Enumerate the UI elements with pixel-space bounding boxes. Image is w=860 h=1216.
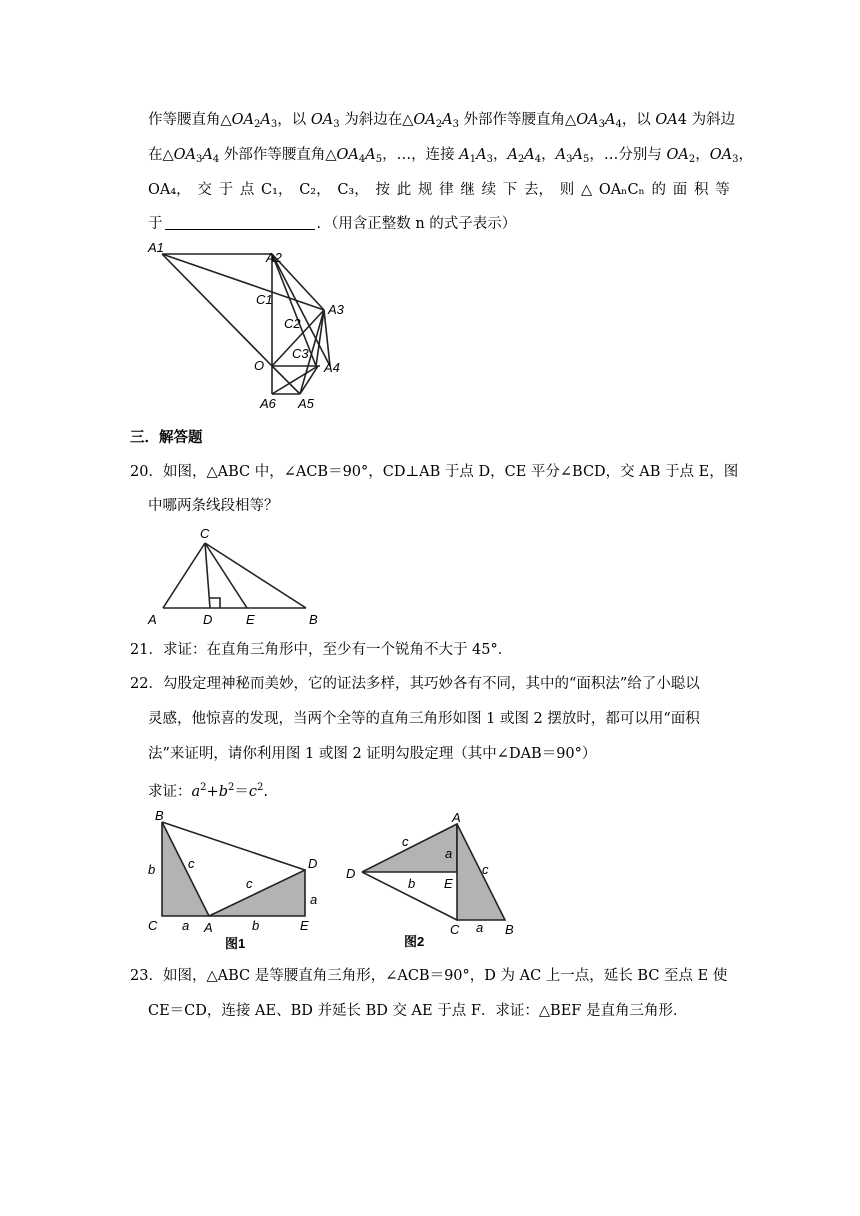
fig19-label-a4: A4 — [324, 360, 340, 375]
fig19-label-c3: C3 — [292, 346, 309, 361]
fig2-label-c: C — [450, 922, 460, 937]
fig2-label-side-c1: c — [402, 834, 409, 849]
q20-line-1: 20．如图，△ABC 中，∠ACB＝90°，CD⊥AB 于点 D，CE 平分∠BCD，交 AB 于点 E，图 — [130, 464, 739, 480]
fig2-label-e: E — [444, 876, 453, 891]
fig2-label-side-b: b — [408, 876, 416, 891]
fig1-label-side-a1: a — [182, 918, 190, 933]
section-heading: 三．解答题 — [130, 430, 203, 446]
fig19-label-a2: A2 — [266, 250, 282, 265]
fig2-label-side-c2: c — [482, 862, 489, 877]
fig1-label-side-c2: c — [246, 876, 253, 891]
fig2-label-side-a1: a — [445, 846, 453, 861]
fig1-label-side-a2: a — [310, 892, 318, 907]
fig19-label-a3: A3 — [328, 302, 344, 317]
fig2-label-side-a2: a — [476, 920, 484, 935]
fig19-label-a6: A6 — [260, 396, 276, 411]
fig2-label-b: B — [505, 922, 514, 937]
q19-line-3: OA₄， 交 于 点 C₁， C₂， C₃， 按 此 规 律 继 续 下 去， 则 △ OAₙCₙ 的 面 积 等 — [148, 182, 730, 198]
q23-line-1: 23．如图，△ABC 是等腰直角三角形，∠ACB＝90°，D 为 AC 上一点，延长 BC 至点 E 使 — [130, 968, 728, 984]
fig19-label-a5: A5 — [298, 396, 314, 411]
fig1-label-side-b: b — [148, 862, 156, 877]
q22-line-1: 22．勾股定理神秘而美妙，它的证法多样，其巧妙各有不同，其中的“面积法”给了小聪以 — [130, 676, 700, 692]
fig20-label-d: D — [203, 612, 213, 627]
fig19-label-a1: A1 — [148, 240, 164, 255]
fig1-label-e: E — [300, 918, 309, 933]
fig2-label-a: A — [452, 810, 461, 825]
q22-line-2: 灵感，他惊喜的发现，当两个全等的直角三角形如图 1 或图 2 摆放时，都可以用“面积 — [148, 711, 700, 727]
q19-line-1: 作等腰直角$\triangle OA_2A_3$，以 $OA_3$ 为斜边在$\triangle OA_2A_3$ 外部作等腰直角$\triangle OA_3A_4$，以 OA4 为斜边 — [148, 112, 736, 130]
fig19-label-c2: C2 — [284, 316, 301, 331]
fig2-caption: 图2 — [404, 934, 425, 949]
q19-line-4: 于 ．（用含正整数 n 的式子表示） — [148, 216, 517, 232]
fig1-label-b: B — [155, 808, 164, 823]
fig20-label-e: E — [246, 612, 255, 627]
fig1-label-d: D — [308, 856, 318, 871]
q19-line-2: 在$\triangle OA_3A_4$ 外部作等腰直角$\triangle OA_4A_5$，…，连接 $A_1A_3$，$A_2A_4$，$A_3A_5$，…分别与 $OA_2$，$OA_3$， — [148, 147, 753, 165]
fig1-label-c: C — [148, 918, 158, 933]
q22-prove: 求证：$a^2+b^2=c^2$. — [148, 782, 268, 800]
fig20-label-c: C — [200, 526, 210, 541]
fig20-label-b: B — [309, 612, 318, 627]
fig19-label-c1: C1 — [256, 292, 273, 307]
q20-line-2: 中哪两条线段相等？ — [148, 498, 279, 514]
fig1-label-side-b2: b — [252, 918, 260, 933]
fig1-label-side-c1: c — [188, 856, 195, 871]
q22-line-3: 法”来证明，请你利用图 1 或图 2 证明勾股定理（其中∠DAB＝90°） — [148, 746, 597, 762]
fig1-caption: 图1 — [225, 936, 246, 951]
q23-line-2: CE＝CD，连接 AE、BD 并延长 BD 交 AE 于点 F．求证：△BEF 是直角三角形． — [148, 1003, 688, 1019]
fig19-label-o: O — [254, 358, 265, 373]
q21-text: 21．求证：在直角三角形中，至少有一个锐角不大于 45°． — [130, 642, 513, 658]
fig1-label-a: A — [204, 920, 213, 935]
fig2-label-d: D — [346, 866, 356, 881]
fig20-label-a: A — [148, 612, 157, 627]
